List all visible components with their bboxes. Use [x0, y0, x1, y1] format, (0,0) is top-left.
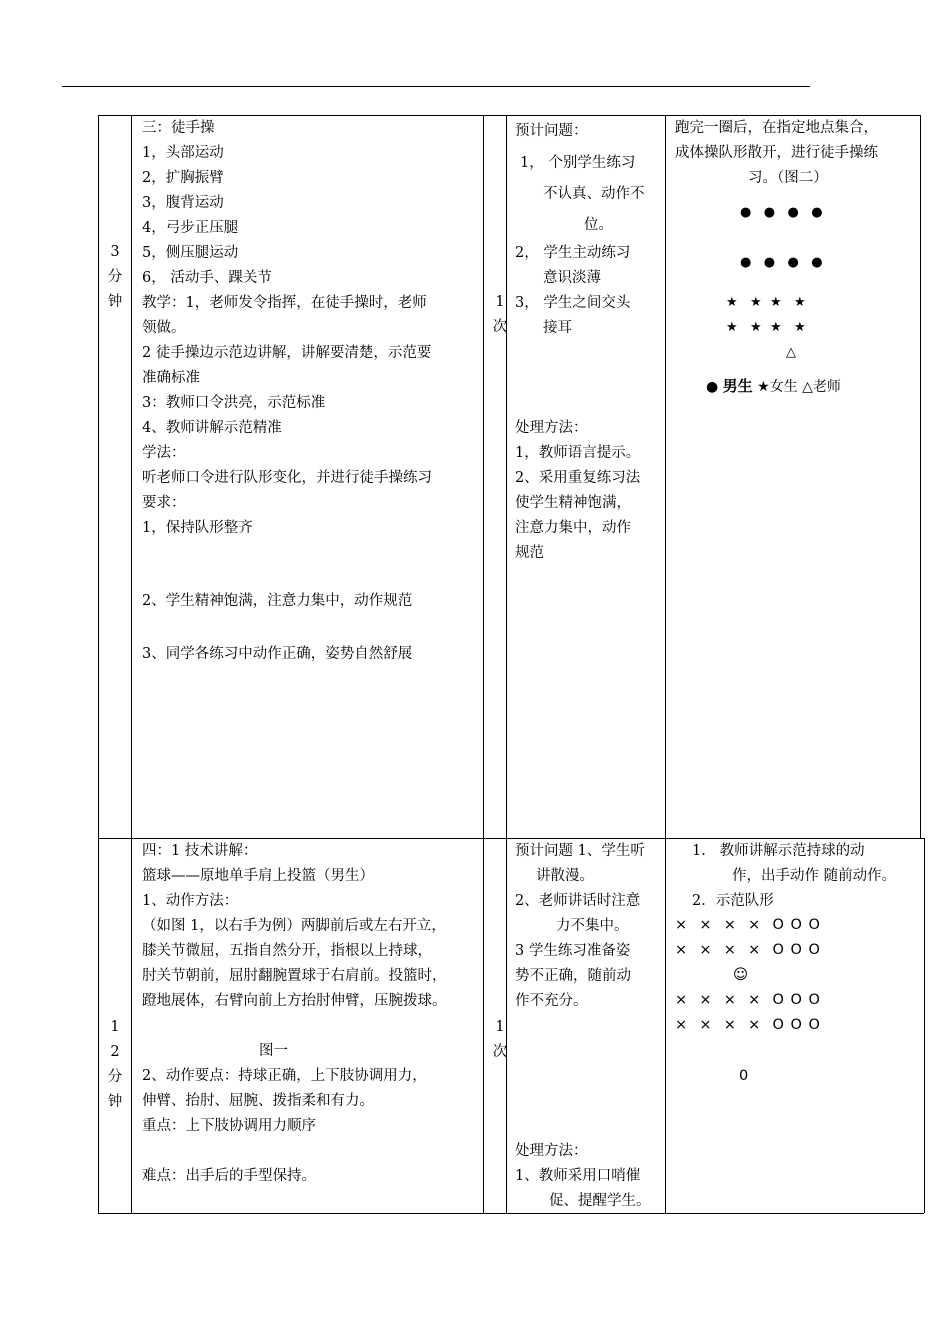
content-line: 6， 活动手、踝关节	[142, 270, 272, 286]
method-line: 2、采用重复练习法	[515, 470, 641, 486]
problem-line: 1， 个别学生练习	[520, 155, 636, 171]
content-line: 1，头部运动	[142, 145, 224, 161]
content-line: 四：1 技术讲解：	[142, 843, 258, 859]
figure-caption: 图一	[259, 1043, 288, 1059]
problem-line: 3， 学生之间交头	[515, 295, 631, 311]
section1-problems-title: 预计问题：	[515, 123, 588, 139]
formation-row: × × × × O O O	[675, 917, 821, 933]
boys-row: ● ● ● ●	[740, 205, 823, 220]
section1-methods	[515, 416, 640, 566]
basket-marker: 0	[739, 1068, 750, 1084]
girls-row: ★ ★ ★ ★	[726, 295, 806, 310]
section1-count	[486, 290, 514, 340]
content-line	[142, 1014, 447, 1039]
method-line: 促、提醒学生。	[549, 1193, 651, 1209]
content-line: 三：徒手操	[142, 120, 215, 136]
methods-title: 处理方法：	[515, 1143, 588, 1159]
problem-line: 作不充分。	[515, 993, 588, 1009]
content-line: 篮球——原地单手肩上投篮（男生）	[142, 868, 374, 884]
content-line: 3：教师口令洪亮，示范标准	[142, 395, 326, 411]
teacher-marker: △	[786, 345, 796, 360]
content-line: 听老师口令进行队形变化，并进行徒手操练习	[142, 470, 432, 486]
legend-boy: 男生	[722, 377, 753, 395]
problem-line: 2， 学生主动练习	[515, 245, 631, 261]
col-line-5	[920, 115, 921, 838]
method-line: 1、教师采用口哨催	[515, 1168, 641, 1184]
org-text-line: 习。（图二）	[748, 170, 828, 186]
teacher-smiley-icon: ☺	[733, 967, 750, 983]
time-char: 钟	[107, 294, 123, 310]
methods-title: 处理方法：	[515, 420, 588, 436]
problem-line: 3 学生练习准备姿	[515, 943, 631, 959]
content-line: 3，腹背运动	[142, 195, 224, 211]
problem-line: 预计问题 1、学生听	[515, 843, 645, 859]
content-line: 1、动作方法：	[142, 893, 239, 909]
table-bottom-border	[98, 1213, 924, 1214]
time-char: 分	[107, 1069, 123, 1085]
content-line: 2、动作要点：持球正确，上下肢协调用力，	[142, 1068, 427, 1084]
content-line: 2 徒手操边示范边讲解，讲解要清楚，示范要	[142, 345, 432, 361]
count-char: 1	[495, 1019, 505, 1035]
method-line: 注意力集中，动作	[515, 520, 631, 536]
org-text-line: 跑完一圈后，在指定地点集合，	[675, 120, 878, 136]
content-line: 准确标准	[142, 370, 200, 386]
org-text-line: 成体操队形散开，进行徒手操练	[675, 145, 878, 161]
legend-teacher: △老师	[802, 379, 841, 395]
org-line: 1. 教师讲解示范持球的动	[692, 843, 865, 859]
col-line-4	[665, 115, 666, 1213]
legend-girl: ★女生	[757, 379, 798, 395]
content-line: 学法：	[142, 445, 186, 461]
col-line-5b	[924, 838, 925, 1213]
method-line: 使学生精神饱满，	[515, 495, 631, 511]
content-line: 要求：	[142, 495, 186, 511]
boy-dot-icon: ●	[706, 379, 719, 395]
col-line-0	[98, 115, 99, 1213]
requirement-line: 3、同学各练习中动作正确，姿势自然舒展	[142, 646, 413, 662]
method-line: 规范	[515, 545, 544, 561]
content-line: 难点：出手后的手型保持。	[142, 1168, 316, 1184]
formation-row: × × × × O O O	[675, 992, 821, 1008]
time-char: 1	[110, 1019, 120, 1035]
method-line: 1，教师语言提示。	[515, 445, 641, 461]
content-line: 5，侧压腿运动	[142, 245, 239, 261]
content-line: 2，扩胸振臂	[142, 170, 224, 186]
header-rule	[62, 86, 810, 87]
boys-row: ● ● ● ●	[740, 255, 823, 270]
time-char: 钟	[107, 1094, 123, 1110]
count-char: 1	[495, 294, 505, 310]
problem-line: 位。	[584, 217, 613, 233]
content-line: 1，保持队形整齐	[142, 520, 253, 536]
col-line-2	[483, 115, 484, 1213]
content-line: 4、教师讲解示范精准	[142, 420, 282, 436]
section1-content	[142, 116, 432, 541]
count-char: 次	[492, 1044, 508, 1060]
time-char: 分	[107, 269, 123, 285]
org-line: 2．示范队形	[692, 893, 774, 909]
section2-count	[486, 1015, 514, 1065]
problem-line: 2、老师讲话时注意	[515, 893, 641, 909]
problem-line: 不认真、动作不	[543, 186, 645, 202]
girls-row: ★ ★ ★ ★	[726, 320, 806, 335]
problem-line: 讲散漫。	[536, 868, 594, 884]
problem-line: 意识淡薄	[543, 270, 601, 286]
time-char: 3	[110, 244, 120, 260]
section2-content	[142, 839, 447, 1189]
content-line: 蹬地展体，右臂向前上方抬肘伸臂，压腕拨球。	[142, 993, 447, 1009]
content-line: 重点：上下肢协调用力顺序	[142, 1118, 316, 1134]
content-line: （如图 1，以右手为例）两脚前后或左右开立，	[142, 918, 446, 934]
section1-time	[100, 240, 130, 315]
count-char: 次	[492, 319, 508, 335]
problem-line: 势不正确，随前动	[515, 968, 631, 984]
formation-row: × × × × O O O	[675, 1017, 821, 1033]
content-line: 膝关节微屈，五指自然分开，指根以上持球，	[142, 943, 432, 959]
content-line: 领做。	[142, 320, 186, 336]
formation-legend	[706, 374, 841, 400]
content-line: 肘关节朝前，屈肘翻腕置球于右肩前。投篮时，	[142, 968, 447, 984]
content-line: 教学：1，老师发令指挥，在徒手操时，老师	[142, 295, 427, 311]
problem-line: 接耳	[543, 320, 572, 336]
problem-line: 力不集中。	[556, 918, 629, 934]
requirement-line: 2、学生精神饱满，注意力集中，动作规范	[142, 593, 413, 609]
section2-time	[100, 1015, 130, 1115]
content-line	[142, 1139, 447, 1164]
org-line: 作，出手动作 随前动作。	[732, 868, 897, 884]
col-line-1	[131, 115, 132, 1213]
formation-row: × × × × O O O	[675, 942, 821, 958]
content-line: 伸臂、抬肘、屈腕、拨指柔和有力。	[142, 1093, 374, 1109]
time-char: 2	[110, 1044, 120, 1060]
content-line: 4，弓步正压腿	[142, 220, 239, 236]
